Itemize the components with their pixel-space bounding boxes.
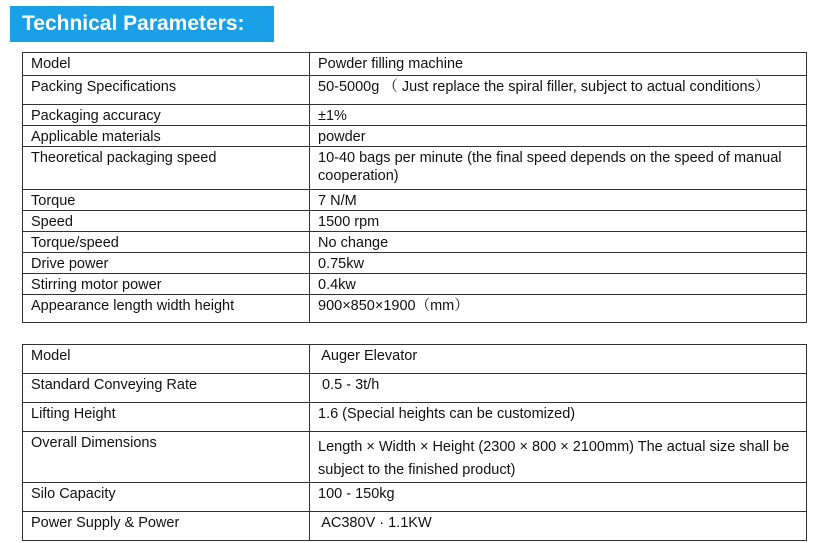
table-row: [23, 190, 807, 211]
table-row: [23, 76, 807, 105]
table-row: [23, 53, 807, 76]
param-value: Powder filling machine: [310, 53, 807, 76]
param-value: 0.75kw: [310, 253, 807, 274]
param-label: Torque: [23, 190, 310, 211]
param-value: 0.4kw: [310, 274, 807, 295]
table-row: [23, 147, 807, 190]
param-value: ±1%: [310, 105, 807, 126]
param-label: Standard Conveying Rate: [23, 374, 310, 403]
table-row: [23, 374, 807, 403]
param-label: Silo Capacity: [23, 483, 310, 512]
param-value: AC380V · 1.1KW: [310, 512, 807, 541]
param-label: Model: [23, 53, 310, 76]
param-label: Power Supply & Power: [23, 512, 310, 541]
param-value: No change: [310, 232, 807, 253]
section-title: Technical Parameters:: [10, 6, 274, 42]
param-value: 1500 rpm: [310, 211, 807, 232]
param-value: 1.6 (Special heights can be customized): [310, 403, 807, 432]
table-row: [23, 345, 807, 374]
param-value: 10-40 bags per minute (the final speed depends on the speed of manual cooperation): [310, 147, 807, 190]
table-row: [23, 512, 807, 541]
table-row: [23, 295, 807, 323]
param-label: Packaging accuracy: [23, 105, 310, 126]
machine-parameters-table: [22, 52, 807, 323]
param-value: 50-5000g （ Just replace the spiral filler, subject to actual conditions）: [310, 76, 807, 105]
param-label: Theoretical packaging speed: [23, 147, 310, 190]
param-label: Drive power: [23, 253, 310, 274]
table-row: [23, 232, 807, 253]
param-label: Model: [23, 345, 310, 374]
param-label: Stirring motor power: [23, 274, 310, 295]
param-label: Applicable materials: [23, 126, 310, 147]
param-value: 0.5 - 3t/h: [310, 374, 807, 403]
param-label: Packing Specifications: [23, 76, 310, 105]
table-row: [23, 483, 807, 512]
table-row: [23, 274, 807, 295]
param-label: Torque/speed: [23, 232, 310, 253]
param-label: Overall Dimensions: [23, 432, 310, 483]
param-value: 100 - 150kg: [310, 483, 807, 512]
param-value: powder: [310, 126, 807, 147]
table-row: [23, 432, 807, 483]
table-row: [23, 253, 807, 274]
param-value: Length × Width × Height (2300 × 800 × 2100mm) The actual size shall be subject to the finished product): [310, 432, 807, 483]
elevator-parameters-table: [22, 344, 807, 541]
table-row: [23, 211, 807, 232]
param-label: Lifting Height: [23, 403, 310, 432]
table-row: [23, 126, 807, 147]
param-label: Appearance length width height: [23, 295, 310, 323]
table-row: [23, 105, 807, 126]
param-value: 7 N/M: [310, 190, 807, 211]
param-value: Auger Elevator: [310, 345, 807, 374]
param-value: 900×850×1900（mm）: [310, 295, 807, 323]
param-label: Speed: [23, 211, 310, 232]
table-row: [23, 403, 807, 432]
